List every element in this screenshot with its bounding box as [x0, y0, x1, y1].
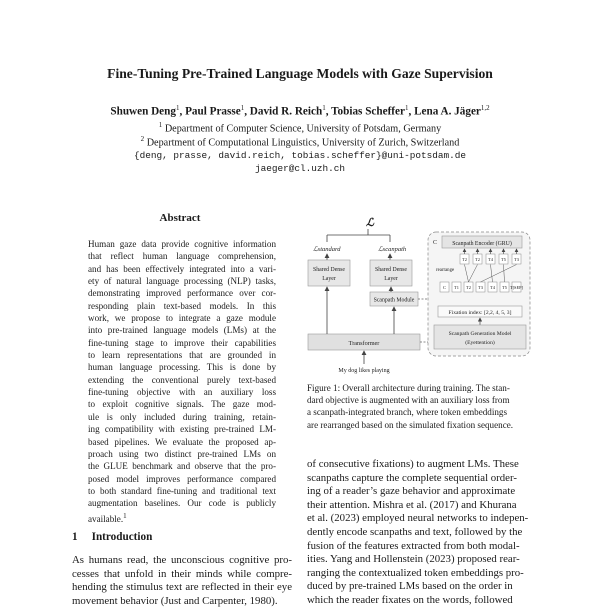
text-line: movement behavior (Just and Carpenter, 1980). [72, 594, 278, 607]
svg-text:C: C [433, 240, 438, 246]
svg-text:Scanpath Module: Scanpath Module [373, 297, 415, 304]
input-text: My dog likes playing [338, 368, 390, 374]
body-text-right [307, 458, 529, 608]
token-label: C [443, 285, 446, 290]
text-line: fusion of the features extracted from both modal- [307, 539, 520, 552]
author: Lena A. Jäger [414, 105, 481, 118]
text-line: extending the conventional purely text-based [88, 374, 276, 385]
svg-text:(Eyettention): (Eyettention) [465, 340, 495, 346]
paper-title: Fine-Tuning Pre-Trained Language Models with Gaze Supervision [107, 66, 493, 81]
text-line: et al. (2023) employed neural networks to indepen- [307, 512, 529, 525]
shared-dense-layer-right [370, 260, 412, 286]
text-line: posed model improves performance compared [88, 473, 276, 484]
author-list: Shuwen Deng$^1$, Paul Prasse$^1$, David R. Reich$^1$, Tobias Scheffer$^1$, Lena A. Jäger$^{1,2}$ [110, 104, 490, 118]
rearrange-label: rearrange [436, 268, 455, 273]
email-line: jaeger@cl.uzh.ch [254, 163, 345, 174]
text-line: available.$^1$ [88, 511, 127, 524]
author: David R. Reich [249, 105, 323, 118]
svg-text:Shared Dense: Shared Dense [374, 267, 408, 273]
token-label: T2 [462, 257, 467, 262]
text-line: fine-tuning stage to improve their capabilities [88, 337, 276, 348]
text-line: a scanpath-integrated branch, where token embeddings [307, 407, 507, 418]
svg-text:Layer: Layer [384, 276, 398, 282]
text-line: ranging the contextualized token embeddings pro- [307, 566, 524, 579]
scanpath-loss-label: ℒscanpath [378, 246, 407, 253]
architecture-figure [300, 208, 535, 378]
text-line: cesses that unfold in their minds while compre- [72, 567, 292, 580]
text-line: demonstrating improved performance over cor- [88, 288, 276, 299]
shared-dense-layer-left [308, 260, 350, 286]
text-line: dently encode scanpaths and text, followed by the [307, 525, 523, 538]
text-line: work, we propose to integrate a gaze module [88, 313, 276, 324]
text-line: the GLUE benchmark and observe that the pro- [88, 461, 276, 472]
text-line: to learn representations that are grounded in [88, 350, 276, 361]
author: Shuwen Deng [110, 105, 176, 118]
text-line: responding plain text-based models. In this [88, 300, 276, 311]
text-line: that reflect human language comprehension, [88, 251, 276, 262]
text-line: augmentation baselines. Our code is publicly [88, 498, 276, 509]
abstract-body [88, 238, 276, 525]
svg-text:Layer: Layer [322, 276, 336, 282]
text-line: proach using two distinct pre-trained LMs on [88, 448, 276, 459]
text-line: which the reader fixates on the words, followed [307, 593, 513, 606]
text-line: and has been effectively integrated into a vari- [88, 263, 276, 274]
text-line: human language processing. This is done by [88, 362, 276, 373]
text-line: ety of natural language processing (NLP) tasks, [88, 276, 276, 287]
svg-text:Scanpath Encoder (GRU): Scanpath Encoder (GRU) [452, 241, 512, 247]
standard-loss-label: ℒstandard [313, 246, 341, 253]
text-line: ule is only included during training, retain- [88, 411, 276, 422]
affiliation: $^1$ Department of Computer Science, University of Potsdam, Germany [158, 121, 442, 135]
token-label: T[SEP] [509, 285, 524, 290]
token-label: T3 [478, 285, 483, 290]
text-line: ing compatibility with existing pre-trained LM- [88, 424, 276, 435]
token-label: T5 [502, 285, 507, 290]
token-label: T3 [514, 257, 519, 262]
abstract-heading: Abstract [159, 212, 201, 224]
text-line: scanpaths capture the complete sequential order- [307, 471, 517, 484]
text-line: ing of a reader’s gaze behavior and approximate [307, 485, 516, 498]
footnote-mark: 1 [123, 511, 127, 520]
figure-caption [307, 382, 529, 431]
text-line: ities. Yang and Hollenstein (2023) proposed rear- [307, 553, 520, 566]
token-label: T1 [454, 285, 459, 290]
text-line: of consecutive fixations) to augment LMs. These [307, 458, 519, 470]
svg-text:Shared Dense: Shared Dense [312, 267, 346, 273]
text-line: based pipelines. We evaluate the proposed ap- [88, 436, 276, 447]
text-line: to both standard fine-tuning and traditional text [88, 485, 276, 496]
token-label: T4 [488, 257, 493, 262]
text-line: Figure 1: Overall architecture during training. The stan- [307, 383, 510, 393]
text-line: Human gaze data provide cognitive information [88, 239, 276, 249]
text-line: their attention. Mishra et al. (2017) and Khurana [307, 498, 517, 511]
token-label: T5 [501, 257, 506, 262]
text-line: hending the stimulus text are reflected in their eye [72, 581, 292, 594]
text-line: fine-tuning objective with an auxiliary loss [88, 387, 276, 398]
token-label: T2 [466, 285, 471, 290]
text-line: dard objective is augmented with an auxiliary loss from [307, 395, 510, 406]
text-line: are rearranged based on the simulated fixation sequence. [307, 419, 514, 430]
svg-text:Scanpath Generation Model: Scanpath Generation Model [448, 331, 512, 337]
text-line: into pre-trained language models (LMs) at the [88, 325, 276, 336]
author: Paul Prasse [185, 105, 241, 118]
email-line: {deng, prasse, david.reich, tobias.scheffer}@uni-potsdam.de [134, 150, 466, 161]
affiliation: $^2$ Department of Computational Linguistics, University of Zurich, Switzerland [140, 135, 460, 149]
text-line: duced by pre-trained LMs based on the order in [307, 580, 513, 593]
text-line: As humans read, the unconscious cognitive pro- [72, 554, 292, 566]
text-line: to exploit cognitive signals. The gaze mod- [88, 399, 276, 410]
svg-text:Transformer: Transformer [348, 340, 380, 347]
total-loss-label: ℒ [366, 217, 374, 229]
svg-text:Fixation index: [2,2, 4, 5, 3]: Fixation index: [2,2, 4, 5, 3] [448, 310, 512, 316]
author: Tobias Scheffer [331, 105, 405, 118]
section-heading: 1 Introduction [72, 531, 153, 543]
token-label: T4 [490, 285, 495, 290]
token-label: T2 [475, 257, 480, 262]
